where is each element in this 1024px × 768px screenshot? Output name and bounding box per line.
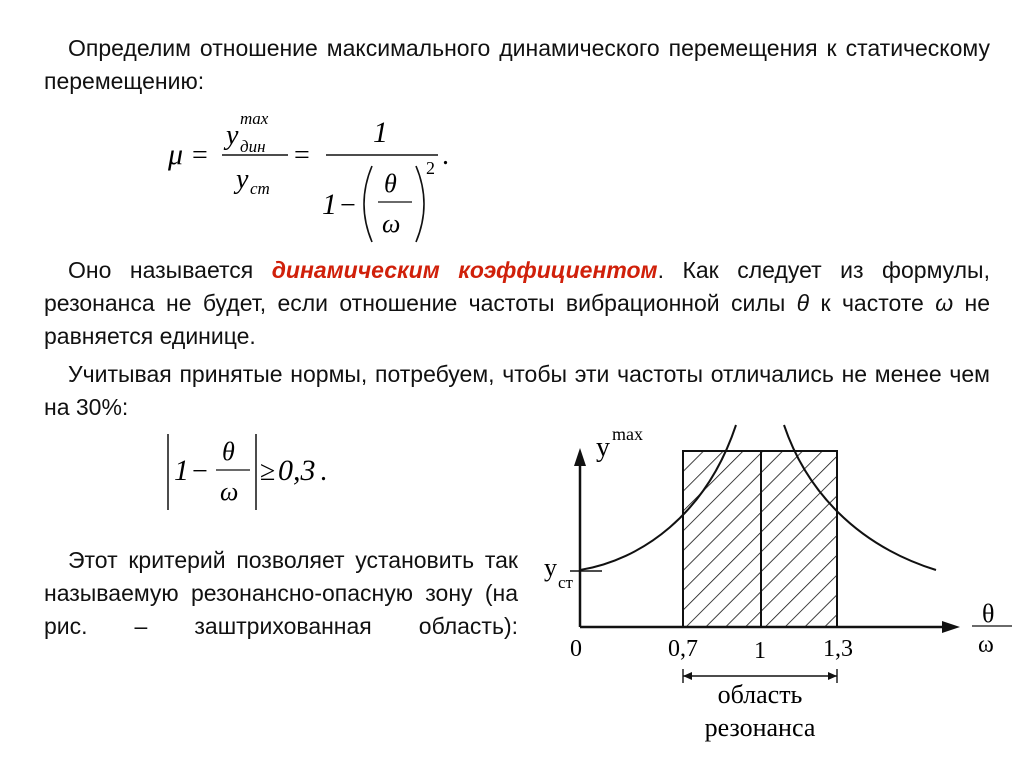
dynamic-coefficient-formula	[160, 108, 480, 248]
left-paren	[364, 166, 372, 242]
x-axis-denominator: ω	[978, 632, 994, 658]
y-symbol-numerator: y	[226, 120, 239, 151]
criterion-omega: ω	[220, 477, 239, 506]
dynamic-coefficient-paragraph	[44, 254, 990, 353]
text-segment: Оно называется	[68, 257, 272, 283]
tick-label-1-3: 1,3	[823, 636, 853, 662]
zone-label-line1: область	[717, 680, 803, 709]
y-static-label: y	[544, 553, 557, 582]
resonance-diagram	[536, 420, 1020, 756]
text-segment: не равняется единице.	[44, 290, 991, 349]
omega-symbol: ω	[382, 209, 401, 238]
criterion-period: .	[320, 456, 327, 487]
numerator-one: 1	[373, 116, 388, 149]
power-two: 2	[426, 158, 435, 178]
x-axis-arrow-icon	[942, 621, 960, 633]
tick-label-0-7: 0,7	[668, 636, 698, 662]
resonance-criterion-formula	[160, 432, 360, 516]
tick-label-1: 1	[754, 638, 766, 664]
criterion-paragraph: Этот критерий позволяет установить так называемую резонансно-опасную зону (на рис. – заштрихованная область):	[44, 547, 518, 639]
subscript-din: дин	[240, 137, 266, 156]
theta-inline: θ	[796, 290, 810, 316]
criterion-one: 1	[174, 454, 189, 487]
equals-sign-2: =	[294, 140, 310, 171]
y-axis-label: y	[596, 432, 610, 463]
minus-sign: −	[340, 190, 356, 221]
x-axis-numerator: θ	[982, 599, 995, 628]
bracket-right-arrow-icon	[828, 672, 837, 680]
y-axis-arrow-icon	[574, 448, 586, 466]
y-axis-superscript: max	[612, 424, 643, 444]
right-paren	[416, 166, 424, 242]
highlighted-term: динамическим коэффициентом	[271, 257, 658, 283]
origin-label: 0	[570, 636, 582, 662]
intro-paragraph: Определим отношение максимального динамического перемещения к статическому перемещению:	[44, 35, 990, 94]
omega-inline: ω	[935, 290, 954, 316]
subscript-st: ст	[250, 179, 270, 198]
criterion-minus: −	[192, 456, 208, 487]
criterion-theta: θ	[222, 437, 235, 466]
norms-paragraph: Учитывая принятые нормы, потребуем, чтобы эти частоты отличались не менее чем на 30%:	[44, 361, 990, 420]
denominator-one: 1	[322, 188, 337, 221]
mu-symbol: μ	[168, 138, 184, 171]
zone-label-line2: резонанса	[704, 713, 816, 742]
bracket-left-arrow-icon	[683, 672, 692, 680]
geq-sign: ≥	[260, 456, 276, 487]
criterion-value: 0,3	[278, 454, 316, 487]
equals-sign-1: =	[192, 140, 208, 171]
y-symbol-denominator: y	[236, 164, 249, 195]
text-segment: . Как следует из формулы, резонанса не будет, если отношение частоты вибрационной силы	[44, 257, 990, 316]
superscript-max: max	[240, 109, 269, 128]
y-static-subscript: ст	[558, 573, 573, 592]
theta-symbol: θ	[384, 169, 397, 198]
formula-period: .	[442, 140, 449, 171]
text-segment: к частоте	[809, 290, 936, 316]
